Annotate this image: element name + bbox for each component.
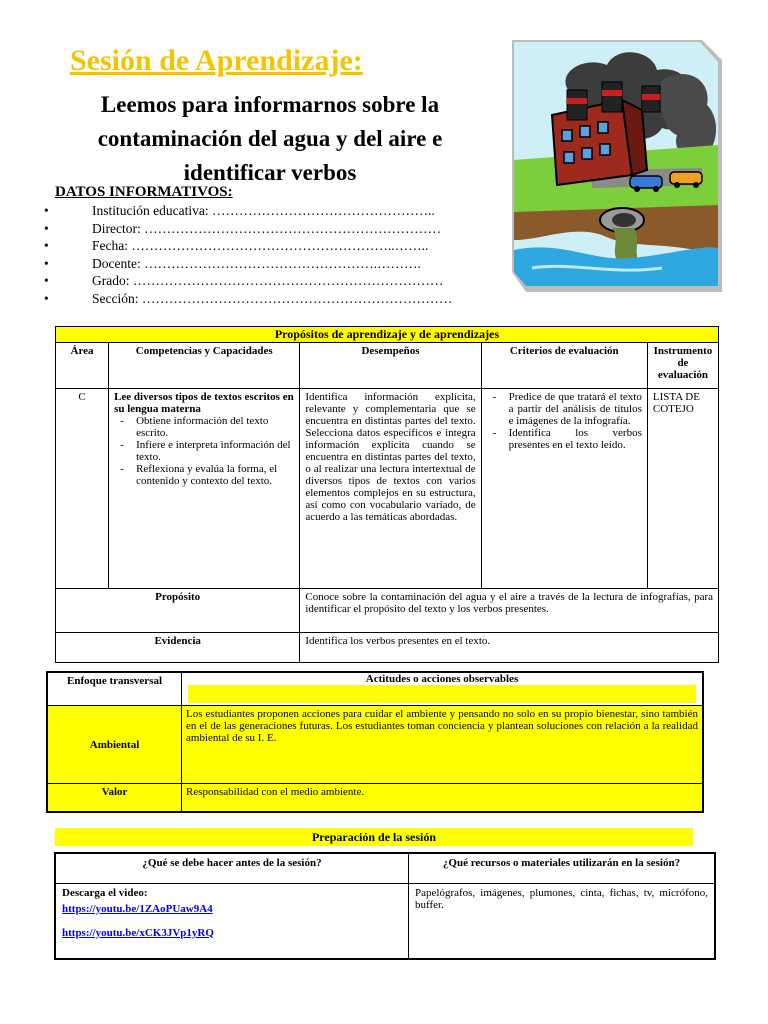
capacidad-item: - Reflexiona y evalúa la forma, el contenido y contexto del texto.: [136, 463, 294, 487]
preparacion-table: [54, 852, 716, 960]
evidencia-label: Evidencia: [56, 633, 300, 663]
antes-cell: [55, 883, 409, 959]
datos-heading: DATOS INFORMATIVOS:: [55, 184, 233, 200]
datos-item: • Grado: ……………………………………………………………: [44, 273, 444, 289]
evidencia-text: Identifica los verbos presentes en el texto.: [300, 633, 719, 663]
ambiental-text: Los estudiantes proponen acciones para cuidar el ambiente y pensando no solo en su propio bienestar, sino también en el de las generaciones futuras. Los estudiantes toman conciencia y plantean soluciones con relación a la realidad ambiental de su I. E.: [182, 706, 704, 784]
video-link-2[interactable]: https://youtu.be/xCK3JVp1yRQ: [62, 926, 214, 939]
ambiental-label: Ambiental: [47, 706, 182, 784]
capacidad-item: - Obtiene información del texto escrito.: [136, 415, 294, 439]
header-instrumento: Instrumento de evaluación: [647, 343, 718, 389]
session-subtitle: [40, 88, 500, 190]
criterio-item: - Predice de que tratará el texto a partir del análisis de títulos e imágenes de la infografía.: [509, 391, 642, 427]
header-desempenos: Desempeños: [300, 343, 481, 389]
valor-text: Responsabilidad con el medio ambiente.: [182, 784, 704, 812]
header-area: Área: [56, 343, 109, 389]
criterios-cell: [481, 389, 647, 589]
criterio-item: - Identifica los verbos presentes en el texto leído.: [509, 427, 642, 451]
competencia-text: Lee diversos tipos de textos escritos en su lengua materna: [114, 391, 294, 415]
subtitle-line: Leemos para informarnos sobre la: [100, 92, 440, 117]
actitudes-header: Actitudes o acciones observables: [365, 673, 519, 685]
proposito-text: Conoce sobre la contaminación del agua y el aire a través de la lectura de infografías, para identificar el propósito del texto y los verbos presentes.: [300, 589, 719, 633]
desempeno-cell: Identifica información explícita, relevante y complementaria que se encuentra en distintas partes del texto. Selecciona datos específicos e integra información explícita cuando se encuentra en distintas partes del texto, o al realizar una lectura intertextual de diversos tipos de textos con varios elementos complejos en su estructura, así como con vocabulario variado, de acuerdo a las temáticas abordadas.: [300, 389, 481, 589]
datos-item: • Institución educativa: …………………………………………..: [44, 203, 435, 218]
page-title: Sesión de Aprendizaje:: [70, 44, 363, 77]
datos-list: [30, 202, 452, 308]
area-cell: C: [56, 389, 109, 589]
propositos-table: [55, 326, 719, 663]
header-competencias: Competencias y Capacidades: [109, 343, 300, 389]
datos-item: • Sección: ……………………………………………………………: [44, 290, 453, 306]
recursos-header: ¿Qué recursos o materiales utilizarán en la sesión?: [409, 853, 716, 883]
pollution-illustration: [512, 40, 722, 292]
descarga-label: Descarga el video:: [62, 886, 148, 899]
datos-item: • Fecha: …………………………………………………..……..: [44, 238, 429, 254]
propositos-bar: Propósitos de aprendizaje y de aprendizajes: [56, 327, 719, 343]
instrumento-cell: LISTA DE COTEJO: [647, 389, 718, 589]
valor-label: Valor: [47, 784, 182, 812]
proposito-label: Propósito: [56, 589, 300, 633]
datos-item: • Docente: …………………………………………….……….: [44, 255, 421, 271]
actitudes-header-cell: [182, 672, 704, 706]
competencias-cell: [109, 389, 300, 589]
subtitle-line: contaminación del agua y del aire e: [97, 126, 443, 151]
actitudes-highlight: [188, 685, 696, 703]
datos-item: • Director: …………………………………………………………: [44, 220, 442, 236]
materiales-cell: Papelógrafos, imágenes, plumones, cinta, fichas, tv, micrófono, buffer.: [409, 883, 716, 959]
enfoque-header: Enfoque transversal: [47, 672, 182, 706]
preparacion-bar: Preparación de la sesión: [55, 828, 693, 846]
video-link-1[interactable]: https://youtu.be/1ZAoPUaw9A4: [62, 902, 213, 915]
capacidad-item: - Infiere e interpreta información del texto.: [136, 439, 294, 463]
enfoque-table: [46, 671, 704, 813]
antes-header: ¿Qué se debe hacer antes de la sesión?: [55, 853, 409, 883]
header-criterios: Criterios de evaluación: [481, 343, 647, 389]
subtitle-line: identificar verbos: [183, 160, 357, 185]
